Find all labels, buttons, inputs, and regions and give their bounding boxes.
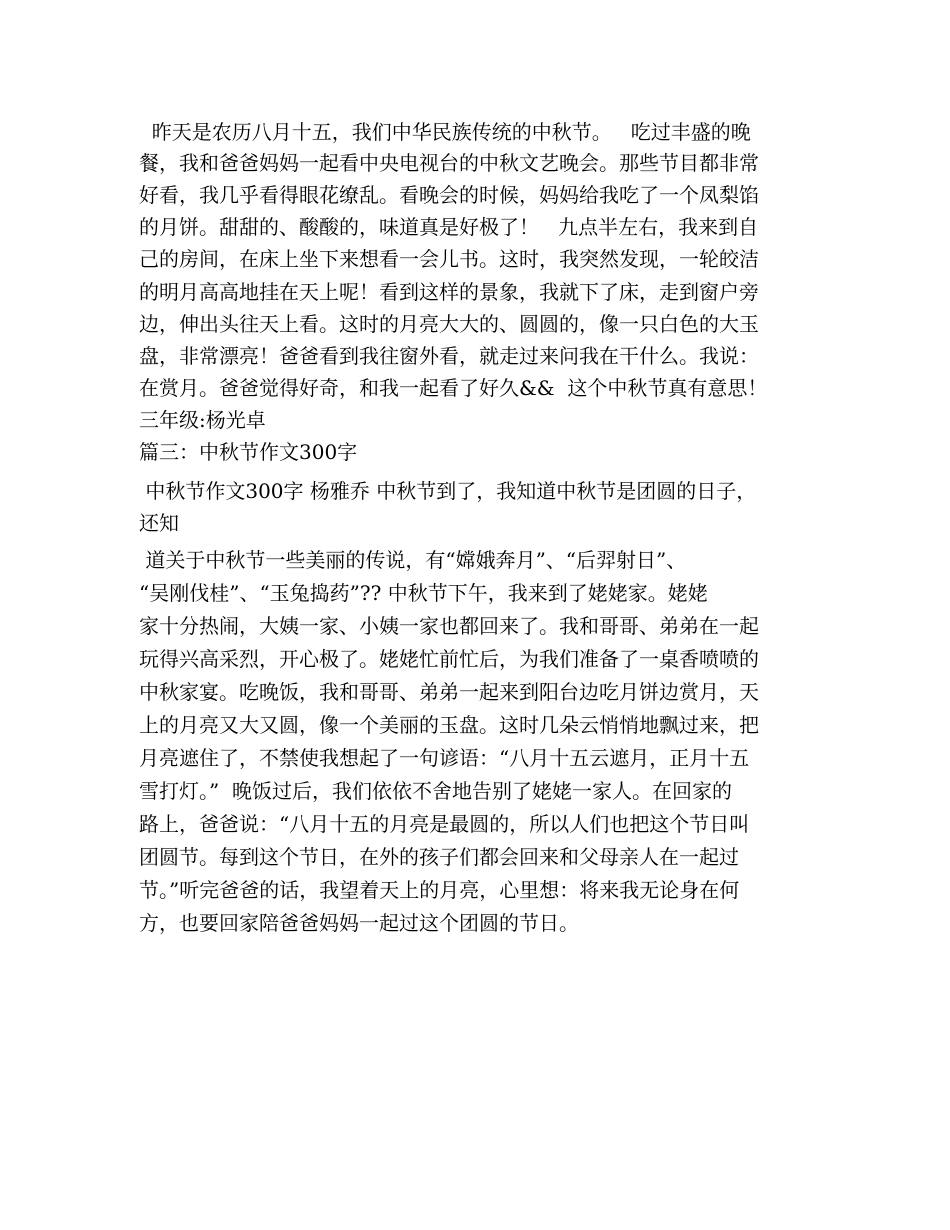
text-line: 的月饼。甜甜的、酸酸的，味道真是好极了！ 九点半左右，我来到自	[139, 215, 759, 239]
text-line: 餐，我和爸爸妈妈一起看中央电视台的中秋文艺晚会。那些节目都非常	[139, 151, 759, 175]
text-line: 的明月高高地挂在天上呢！看到这样的景象，我就下了床，走到窗户旁	[139, 280, 759, 304]
text-line: 玩得兴高采烈，开心极了。姥姥忙前忙后，为我们准备了一桌香喷喷的	[139, 647, 759, 671]
text-line: 盘，非常漂亮！爸爸看到我往窗外看，就走过来问我在干什么。我说：	[139, 344, 759, 368]
text-line: 中秋家宴。吃晚饭，我和哥哥、弟弟一起来到阳台边吃月饼边赏月，天	[139, 680, 759, 704]
text-line: 三年级:杨光卓	[139, 408, 266, 432]
text-line: 还知	[139, 511, 179, 535]
text-line: 边，伸出头往天上看。这时的月亮大大的、圆圆的，像一只白色的大玉	[139, 312, 759, 336]
text-line: 雪打灯。” 晚饭过后，我们依依不舍地告别了姥姥一家人。在回家的	[139, 779, 732, 803]
text-line: 方，也要回家陪爸爸妈妈一起过这个团圆的节日。	[139, 911, 579, 935]
text-line: 己的房间，在床上坐下来想看一会儿书。这时，我突然发现，一轮皎洁	[139, 247, 759, 271]
text-line: 中秋节作文300字 杨雅乔 中秋节到了，我知道中秋节是团圆的日子，	[139, 479, 757, 503]
section-heading: 篇三：中秋节作文300字	[139, 440, 358, 464]
text-line: 团圆节。每到这个节日，在外的孩子们都会回来和父母亲人在一起过	[139, 845, 739, 869]
text-line: 道关于中秋节一些美丽的传说，有“嫦娥奔月”、“后羿射日”、	[139, 548, 687, 572]
text-line: 在赏月。爸爸觉得好奇，和我一起看了好久&& 这个中秋节真有意思！	[139, 376, 768, 400]
text-line: 路上，爸爸说：“八月十五的月亮是最圆的，所以人们也把这个节日叫	[139, 812, 750, 836]
text-line: 月亮遮住了，不禁使我想起了一句谚语：“八月十五云遮月，正月十五	[139, 746, 750, 770]
text-line: 家十分热闹，大姨一家、小姨一家也都回来了。我和哥哥、弟弟在一起	[139, 614, 759, 638]
text-line: 上的月亮又大又圆，像一个美丽的玉盘。这时几朵云悄悄地飘过来，把	[139, 713, 759, 737]
text-line: 节。”听完爸爸的话，我望着天上的月亮，心里想：将来我无论身在何	[139, 878, 740, 902]
text-line: 好看，我几乎看得眼花缭乱。看晚会的时候，妈妈给我吃了一个凤梨馅	[139, 183, 759, 207]
text-line: “吴刚伐桂”、“玉兔捣药”?? 中秋节下午，我来到了姥姥家。姥姥	[139, 581, 708, 605]
text-line: 昨天是农历八月十五，我们中华民族传统的中秋节。 吃过丰盛的晚	[139, 120, 751, 144]
